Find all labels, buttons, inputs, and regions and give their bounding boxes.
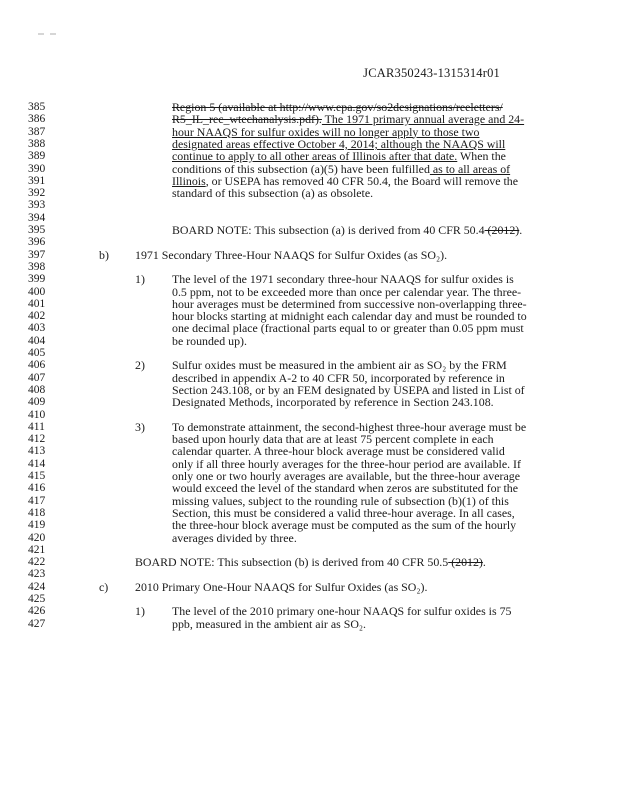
- text-line: would exceed the level of the standard when zeros are substituted for the: [172, 481, 519, 496]
- text-line: [172, 187, 373, 199]
- line-number: 397: [28, 248, 46, 261]
- line-number: 423: [28, 568, 46, 581]
- text-line: missing values, subject to the rounding rule of subsection (b)(1) of this: [172, 493, 509, 508]
- line-number: 394: [28, 211, 46, 224]
- text-span: BOARD NOTE: This subsection (a) is derived from 40 CFR 50.4: [172, 223, 485, 237]
- line-number: 385: [28, 101, 46, 113]
- line-number: 416: [28, 482, 46, 495]
- text-line: Section 243.108, or by an FEM designated by USEPA and listed in List of: [172, 382, 525, 397]
- line-number: 402: [28, 310, 46, 323]
- text-line: 0.5 ppm, not to be exceeded more than once per calendar year. The three-: [172, 284, 522, 299]
- line-number: 414: [28, 457, 46, 470]
- struck-text: R5_IL_rec_wtechanalysis.pdf).: [172, 112, 322, 127]
- text-line: hour blocks starting at midnight each calendar day and must be rounded to: [172, 309, 527, 324]
- line-number: 389: [28, 150, 46, 163]
- inserted-text: Illinois: [172, 173, 206, 188]
- line-number: 421: [28, 543, 46, 556]
- inserted-text: hour NAAQS for sulfur oxides will no longer apply to those two: [172, 124, 480, 139]
- line-number: 395: [28, 224, 46, 236]
- text-span: standard of this subsection (a) as obsolete.: [172, 186, 374, 201]
- line-number: 396: [28, 236, 46, 249]
- item-label: 2): [135, 358, 145, 373]
- item-label: 3): [135, 419, 145, 434]
- line-number: 398: [28, 260, 46, 273]
- board-note-b: [135, 556, 486, 568]
- text-span: .: [519, 223, 523, 237]
- item-label: 1): [135, 272, 145, 287]
- line-number: 426: [28, 605, 46, 618]
- text-line: The level of the 2010 primary one-hour NAAQS for sulfur oxides is 75: [172, 604, 512, 619]
- text-line: ppb, measured in the ambient air as SO₂.: [172, 616, 367, 631]
- line-number: 392: [28, 187, 46, 200]
- line-number: 390: [28, 162, 46, 175]
- line-number: 427: [28, 617, 46, 630]
- line-number: 387: [28, 125, 46, 138]
- line-number: 405: [28, 347, 46, 359]
- text-span: , or USEPA has removed 40 CFR 50.4, the Board will remove the: [205, 173, 519, 188]
- line-number: 411: [28, 420, 45, 433]
- text-line: the three-hour block average must be computed as the sum of the hourly: [172, 518, 517, 533]
- inserted-text: The 1971 primary annual average and 24-: [321, 112, 525, 127]
- line-number: 386: [28, 113, 46, 126]
- line-number: 418: [28, 506, 46, 519]
- line-number: 425: [28, 593, 46, 605]
- text-line: averages divided by three.: [172, 530, 297, 545]
- text-line: one decimal place (fractional parts equal to or greater than 0.05 ppm must: [172, 321, 524, 336]
- line-number: 415: [28, 470, 46, 482]
- scan-artifact: [38, 22, 64, 24]
- text-line: Sulfur oxides must be measured in the ambient air as SO₂ by the FRM: [172, 358, 507, 373]
- line-number: 422: [28, 556, 46, 569]
- line-number: 413: [28, 445, 46, 458]
- line-number: 393: [28, 199, 46, 212]
- line-number: 388: [28, 137, 46, 150]
- text-line: only if all three hourly averages for the three-hour period are available. If: [172, 456, 521, 471]
- text-line: Section, this must be considered a valid three-hour average. In all cases,: [172, 505, 515, 520]
- line-number: 407: [28, 371, 46, 384]
- section-label-c: c): [99, 579, 109, 594]
- inserted-text: continue to apply to all other areas of Illinois after that date.: [172, 149, 458, 164]
- line-number: 401: [28, 297, 46, 310]
- line-number: 419: [28, 519, 46, 532]
- line-number: 408: [28, 383, 46, 396]
- text-line: be rounded up).: [172, 333, 247, 348]
- line-number: 399: [28, 273, 46, 286]
- text-line: hour averages must be determined from successive non-overlapping three-: [172, 296, 527, 311]
- text-span: conditions of this subsection (a)(5) have been fulfilled: [172, 161, 430, 176]
- line-number: 391: [28, 174, 46, 187]
- text-span: .: [482, 555, 486, 570]
- line-number: 409: [28, 396, 46, 409]
- text-line: calendar quarter. A three-hour block average must be considered valid: [172, 444, 505, 459]
- line-number: 424: [28, 580, 46, 593]
- line-number: 400: [28, 285, 46, 298]
- line-number: 420: [28, 531, 46, 544]
- text-line: described in appendix A-2 to 40 CFR 50, incorporated by reference in: [172, 370, 505, 385]
- board-note-a: [172, 224, 522, 236]
- text-span: BOARD NOTE: This subsection (b) is derived from 40 CFR 50.5: [135, 555, 449, 570]
- section-heading-b: 1971 Secondary Three-Hour NAAQS for Sulfur Oxides (as SO₂).: [135, 247, 448, 262]
- section-label-b: b): [99, 247, 109, 262]
- line-number: 404: [28, 334, 46, 347]
- text-line: To demonstrate attainment, the second-highest three-hour average must be: [172, 419, 527, 434]
- line-number: 410: [28, 408, 46, 421]
- line-number: 406: [28, 359, 46, 372]
- section-heading-c: 2010 Primary One-Hour NAAQS for Sulfur Oxides (as SO₂).: [135, 579, 428, 594]
- line-number: 412: [28, 433, 46, 446]
- text-span: When the: [457, 149, 506, 164]
- text-line: only one or two hourly averages are available, but the three-hour average: [172, 469, 520, 483]
- item-label: 1): [135, 604, 145, 619]
- inserted-text: designated areas effective October 4, 2014; although the NAAQS will: [172, 136, 506, 151]
- line-number: 403: [28, 322, 46, 335]
- text-line: based upon hourly data that are at least 75 percent complete in each: [172, 432, 494, 447]
- document-id: JCAR350243-1315314r01: [363, 66, 500, 80]
- text-line: The level of the 1971 secondary three-hour NAAQS for sulfur oxides is: [172, 272, 514, 287]
- struck-text: Region 5 (available at http://www.epa.gov/so2designations/reeletters/: [172, 100, 503, 114]
- text-line: Designated Methods, incorporated by reference in Section 243.108.: [172, 395, 494, 410]
- line-number: 417: [28, 494, 46, 507]
- struck-text: (2012): [448, 555, 483, 570]
- struck-text: (2012): [484, 223, 520, 237]
- inserted-text: as to all areas of: [429, 161, 511, 176]
